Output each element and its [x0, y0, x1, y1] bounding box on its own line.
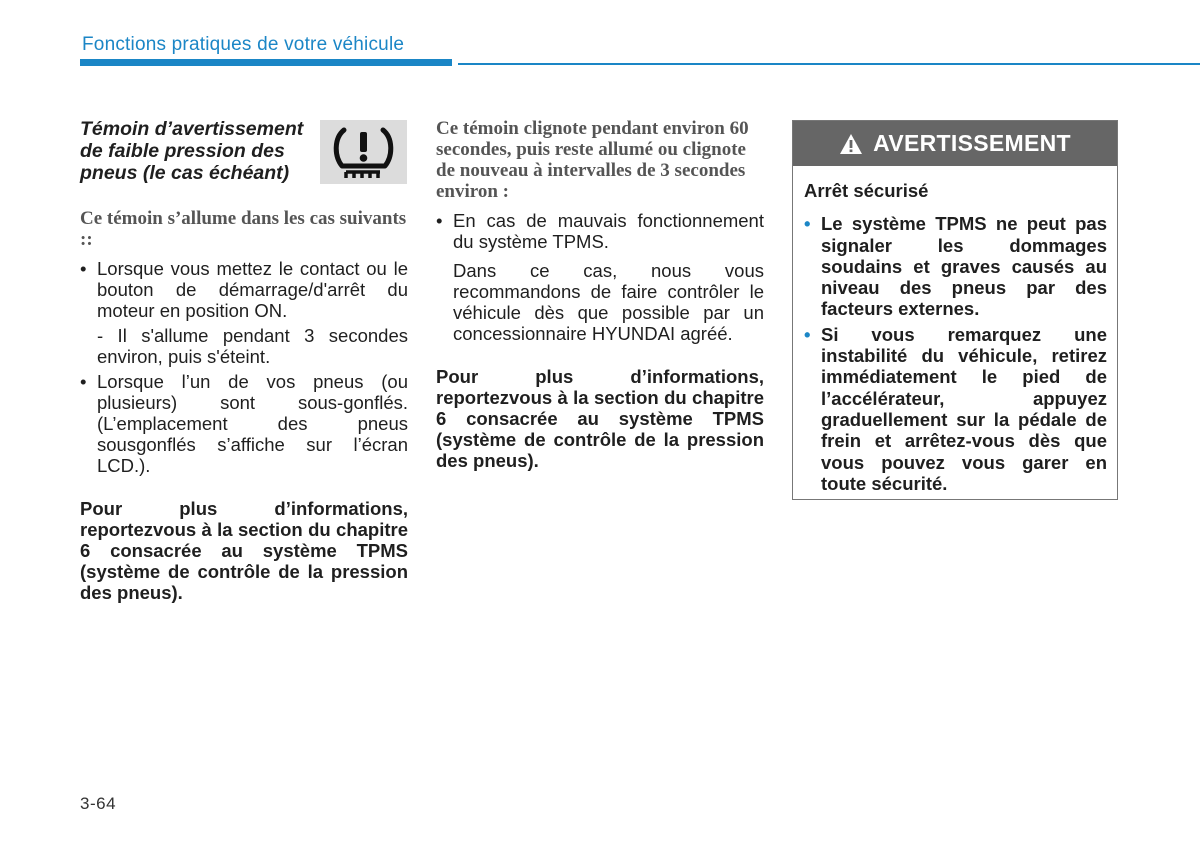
list-subitem: - Il s'allume pendant 3 secondes environ, puis s'éteint.	[97, 325, 408, 367]
list-item: • Lorsque l’un de vos pneus (ou plusieurs) sont sous-gonflés. (L’emplacement des pneus sousgonflés s’affiche sur l’écran LCD.).	[80, 371, 408, 476]
warning-list-item: • Si vous remarquez une instabilité du véhicule, retirez immédiatement le pied de l’accélérateur, appuyez graduellement sur la pédale de frein et arrêtez-vous dès que vous pouvez vous garer en toute sécurité.	[804, 324, 1107, 494]
list-item-continuation: Dans ce cas, nous vous recommandons de faire contrôler le véhicule dès que possible par un concessionnaire HYUNDAI agréé.	[453, 260, 764, 344]
list-item: • En cas de mauvais fonctionnement du système TPMS.	[436, 210, 764, 252]
header-rule-thick	[80, 59, 452, 66]
blink-intro: Ce témoin clignote pendant environ 60 secondes, puis reste allumé ou clignote de nouveau à intervalles de 3 secondes environ :	[436, 118, 749, 202]
warning-body	[793, 166, 1117, 494]
header-rule-thin	[458, 63, 1200, 65]
page-number: 3-64	[80, 794, 117, 813]
list-item: • Lorsque vous mettez le contact ou le bouton de démarrage/d'arrêt du moteur en position ON.	[80, 258, 408, 321]
conditions-subtitle: Ce témoin s’allume dans les cas suivants ::	[80, 208, 407, 250]
warning-box	[792, 120, 1118, 500]
tpms-warning-icon	[320, 120, 407, 184]
section-title: Témoin d’avertissement de faible pression des pneus (le cas échéant)	[80, 118, 304, 184]
info-note: Pour plus d’informations, reportezvous à la section du chapitre 6 consacrée au système TPMS (système de contrôle de la pression des pneus).	[436, 366, 764, 471]
section-header-title: Fonctions pratiques de votre véhicule	[82, 34, 405, 55]
info-note: Pour plus d’informations, reportezvous à la section du chapitre 6 consacrée au système TPMS (système de contrôle de la pression des pneus).	[80, 498, 408, 603]
warning-list-item: • Le système TPMS ne peut pas signaler les dommages soudains et graves causés au niveau des pneus par des facteurs externes.	[804, 213, 1107, 319]
warning-header	[793, 121, 1117, 166]
column-middle	[436, 118, 764, 471]
column-left	[80, 118, 408, 603]
warning-triangle-icon	[839, 133, 863, 155]
warning-subtitle: Arrêt sécurisé	[804, 180, 929, 201]
warning-title: AVERTISSEMENT	[873, 130, 1071, 156]
